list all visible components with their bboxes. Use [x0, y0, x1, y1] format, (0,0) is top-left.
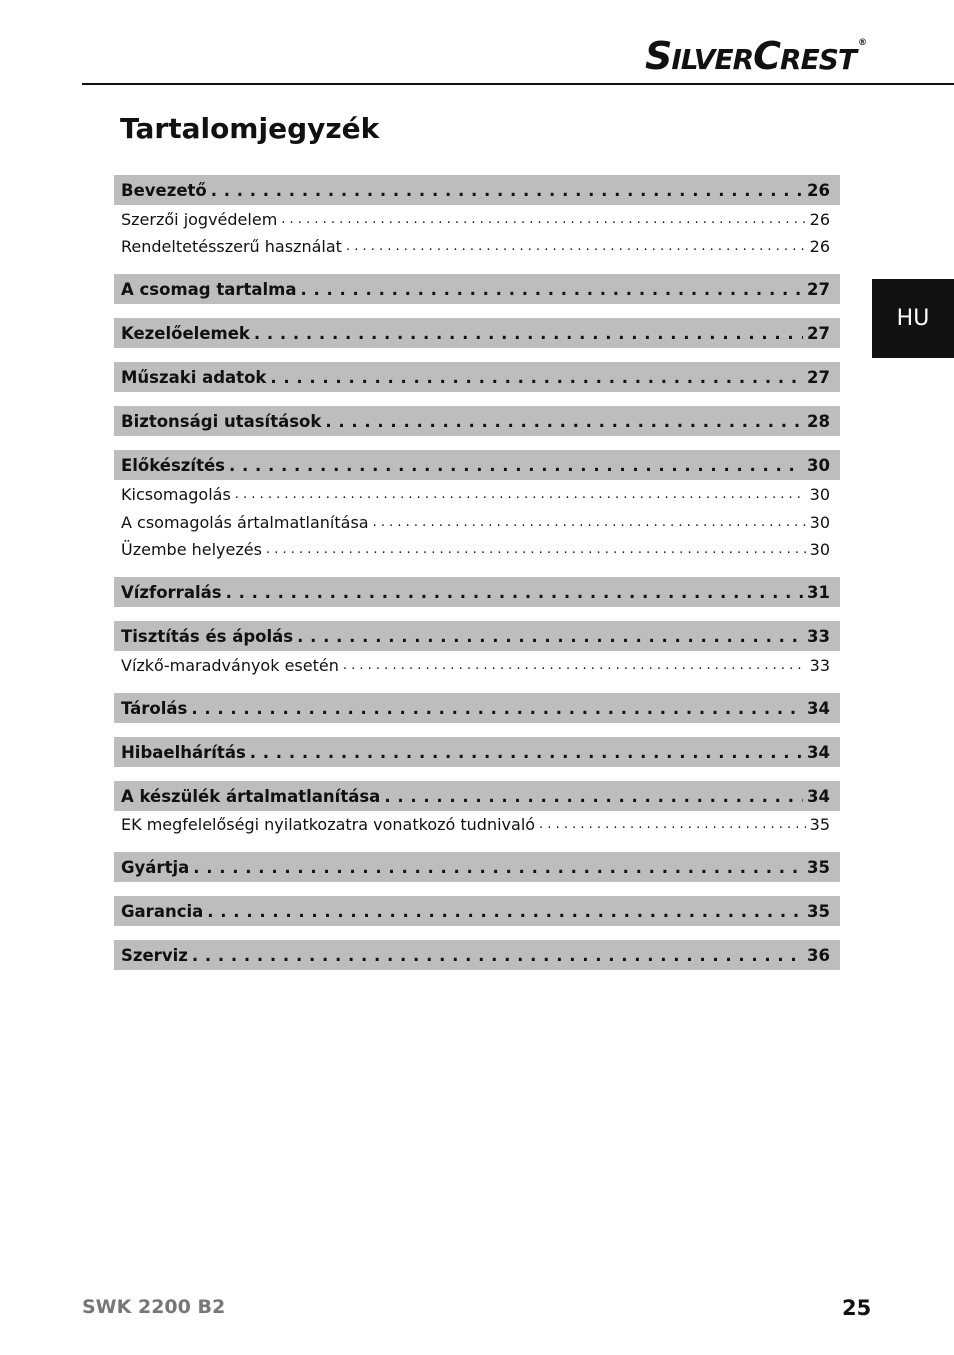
toc-subsection-row[interactable]	[114, 207, 840, 231]
toc-entry-label: Gyártja	[121, 857, 190, 877]
toc-section-row[interactable]	[114, 737, 840, 767]
toc-section-row[interactable]	[114, 318, 840, 348]
toc-entry-label: Kicsomagolás	[121, 484, 231, 504]
toc-section-row[interactable]	[114, 896, 840, 926]
toc-entry-label: Üzembe helyezés	[121, 539, 262, 559]
toc-entry-label: Biztonsági utasítások	[121, 411, 322, 431]
toc-dot-leader	[297, 627, 803, 646]
toc-entry-page: 34	[807, 742, 830, 762]
toc-entry-label: Rendeltetésszerű használat	[121, 236, 342, 256]
toc-section-row[interactable]	[114, 450, 840, 480]
brand-logo	[645, 34, 866, 78]
toc-entry-page: 33	[807, 626, 830, 646]
toc-dot-leader	[193, 858, 803, 877]
toc-dot-leader	[235, 487, 806, 502]
toc-entry-page: 30	[809, 512, 830, 532]
toc-section-row[interactable]	[114, 781, 840, 811]
toc-dot-leader	[384, 787, 803, 806]
toc-dot-leader	[281, 212, 805, 227]
toc-entry-label: Műszaki adatok	[121, 367, 267, 387]
toc-entry-page: 30	[809, 539, 830, 559]
toc-section-row[interactable]	[114, 274, 840, 304]
toc-dot-leader	[301, 280, 804, 299]
toc-entry-label: A csomagolás ártalmatlanítása	[121, 512, 369, 532]
toc-entry-page: 26	[807, 180, 830, 200]
toc-entry-label: Bevezető	[121, 180, 207, 200]
toc-entry-label: Vízforralás	[121, 582, 222, 602]
toc-entry-label: Szerzői jogvédelem	[121, 209, 278, 229]
toc-entry-page: 27	[807, 367, 830, 387]
toc-entry-label: Kezelőelemek	[121, 323, 250, 343]
brand-logo-s: S	[645, 34, 672, 78]
toc-dot-leader	[211, 181, 803, 200]
toc-section-row[interactable]	[114, 693, 840, 723]
toc-entry-label: Szerviz	[121, 945, 188, 965]
toc-entry-label: Tárolás	[121, 698, 188, 718]
toc-subsection-row[interactable]	[114, 482, 840, 506]
toc-entry-label: Hibaelhárítás	[121, 742, 246, 762]
toc-entry-label: Garancia	[121, 901, 204, 921]
toc-entry-page: 27	[807, 279, 830, 299]
toc-entry-page: 36	[807, 945, 830, 965]
toc-section-row[interactable]	[114, 852, 840, 882]
footer-page-number: 25	[842, 1296, 872, 1320]
toc-section-row[interactable]	[114, 406, 840, 436]
brand-logo-rest: REST	[780, 43, 856, 76]
language-tab-label: HU	[896, 306, 930, 331]
toc-entry-page: 35	[807, 857, 830, 877]
toc-entry-label: Vízkő-maradványok esetén	[121, 655, 339, 675]
brand-logo-ilver: ILVER	[671, 43, 754, 76]
toc-subsection-row[interactable]	[114, 234, 840, 258]
toc-dot-leader	[343, 658, 806, 673]
toc-entry-page: 31	[807, 582, 830, 602]
brand-logo-c: C	[753, 34, 781, 78]
toc-subsection-row[interactable]	[114, 653, 840, 677]
toc-section-row[interactable]	[114, 577, 840, 607]
toc-entry-page: 28	[807, 411, 830, 431]
toc-section-row[interactable]	[114, 940, 840, 970]
header-rule	[82, 83, 954, 85]
toc-entry-page: 30	[807, 455, 830, 475]
toc-dot-leader	[229, 456, 803, 475]
registered-mark: ®	[858, 38, 866, 48]
toc-dot-leader	[373, 515, 806, 530]
toc-dot-leader	[270, 368, 803, 387]
toc-dot-leader	[226, 583, 803, 602]
page-title: Tartalomjegyzék	[120, 112, 380, 145]
toc-entry-label: Tisztítás és ápolás	[121, 626, 294, 646]
toc-entry-page: 35	[807, 901, 830, 921]
toc-section-row[interactable]	[114, 362, 840, 392]
toc-dot-leader	[346, 239, 806, 254]
toc-entry-page: 33	[809, 655, 830, 675]
toc-dot-leader	[266, 542, 806, 557]
toc-subsection-row[interactable]	[114, 537, 840, 561]
toc-dot-leader	[539, 817, 806, 832]
toc-entry-page: 26	[809, 236, 830, 256]
toc-entry-label: A készülék ártalmatlanítása	[121, 786, 381, 806]
toc-subsection-row[interactable]	[114, 510, 840, 534]
toc-entry-page: 30	[809, 484, 830, 504]
toc-entry-page: 34	[807, 786, 830, 806]
toc-entry-page: 34	[807, 698, 830, 718]
toc-subsection-row[interactable]	[114, 812, 840, 836]
toc-entry-label: Előkészítés	[121, 455, 225, 475]
language-tab	[872, 279, 954, 358]
toc-entry-label: A csomag tartalma	[121, 279, 297, 299]
toc-entry-page: 26	[809, 209, 830, 229]
toc-section-row[interactable]	[114, 621, 840, 651]
toc-dot-leader	[192, 946, 803, 965]
toc-dot-leader	[250, 743, 803, 762]
toc-dot-leader	[191, 699, 803, 718]
toc-dot-leader	[254, 324, 803, 343]
toc-section-row[interactable]	[114, 175, 840, 205]
toc-dot-leader	[325, 412, 803, 431]
toc-entry-page: 27	[807, 323, 830, 343]
toc-entry-page: 35	[809, 814, 830, 834]
footer-model: SWK 2200 B2	[82, 1296, 226, 1318]
toc-dot-leader	[207, 902, 803, 921]
toc-entry-label: EK megfelelőségi nyilatkozatra vonatkozó tudnivaló	[121, 814, 536, 834]
